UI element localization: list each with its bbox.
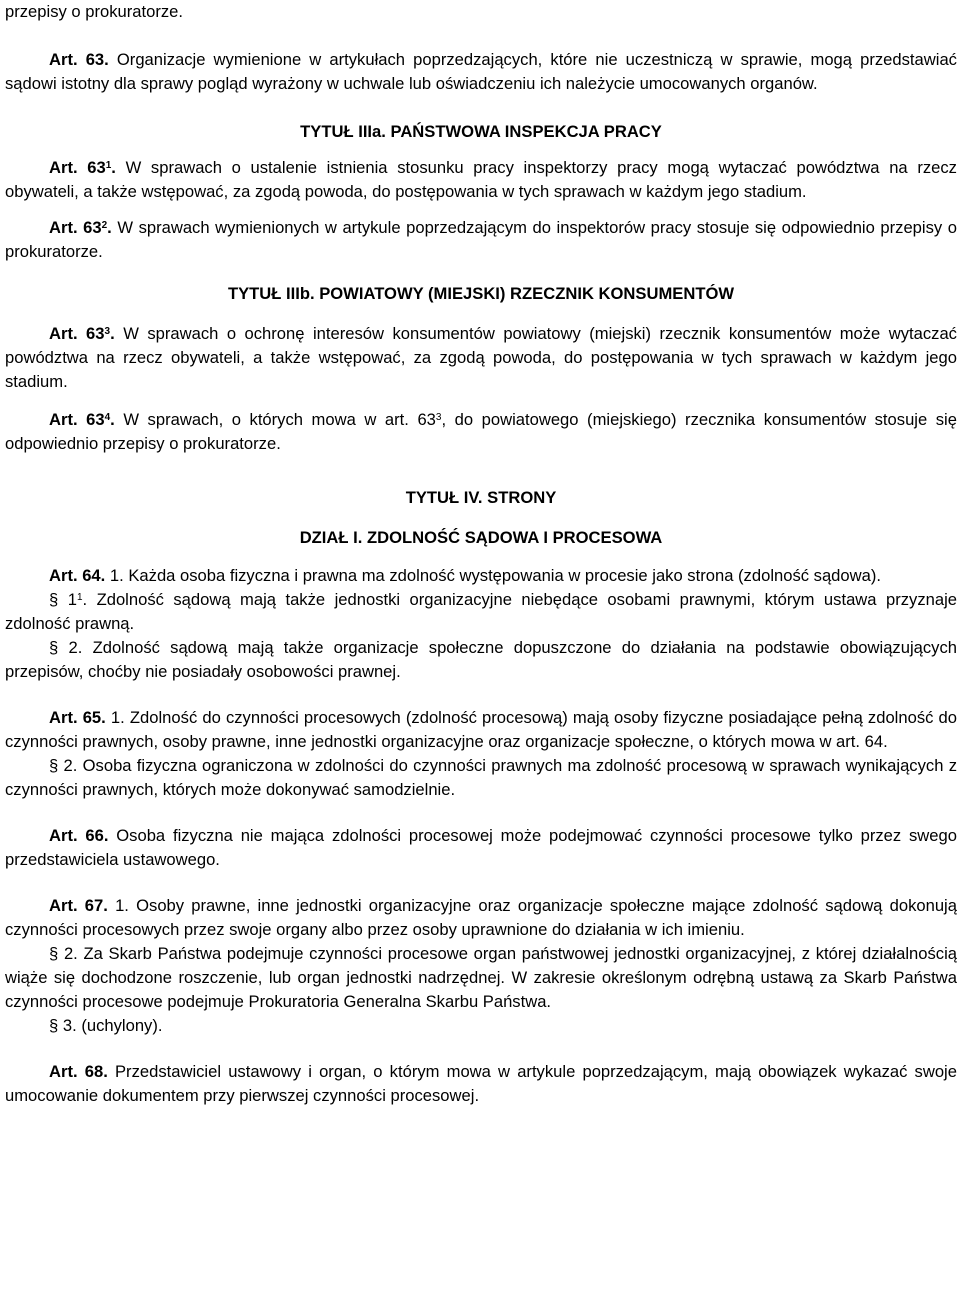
article-65-par-2 xyxy=(5,754,957,802)
paragraph-sign: § xyxy=(49,944,59,963)
paragraph-text: Za Skarb Państwa podejmuje czynności procesowe organ państwowej jednostki organizacyjnej, z której działalnością wiąże się dochodzone roszczenie, lub organ jednostki nadrzędnej. W zakresie określonym odrębną ustawą za Skarb Państwa czynności procesowe podejmuje Prokuratoria Generalna Skarbu Państwa. xyxy=(5,944,957,1011)
paragraph-number: 2. xyxy=(63,944,78,963)
article-67-par-1 xyxy=(5,894,957,942)
article-number: Art. 67. xyxy=(49,896,108,915)
paragraph-number: 2. xyxy=(68,638,83,657)
article-text: Przedstawiciel ustawowy i organ, o którym mowa w artykule poprzedzającym, mają obowiązek wykazać swoje umocowanie dokumentem przy pierwszej czynności procesowej. xyxy=(5,1062,957,1105)
paragraph-text: Osoba fizyczna ograniczona w zdolności do czynności prawnych ma zdolność procesową w sprawach wynikających z czynności prawnych, których może dokonywać samodzielnie. xyxy=(5,756,957,799)
article-text: W sprawach o ochronę interesów konsumentów powiatowy (miejski) rzecznik konsumentów może wytaczać powództwa na rzecz obywateli, a także wstępować, za zgodą powoda, do postępowania w tych sprawach w każdym jego stadium. xyxy=(5,324,957,391)
paragraph-sign: § xyxy=(49,590,59,609)
article-number: Art. 65. xyxy=(49,708,106,727)
article-text: Osoba fizyczna nie mająca zdolności procesowej może podejmować czynności procesowe tylko przez swego przedstawiciela ustawowego. xyxy=(5,826,957,869)
paragraph-number: 1. xyxy=(115,896,129,915)
paragraph-sign: § xyxy=(49,756,59,775)
lead-line: przepisy o prokuratorze. xyxy=(5,2,184,21)
article-66 xyxy=(5,824,957,872)
article-68 xyxy=(5,1060,957,1108)
article-number: Art. $63^1$. xyxy=(49,158,116,177)
article-63 xyxy=(5,48,957,96)
article-65-par-1 xyxy=(5,706,957,754)
paragraph-text: Zdolność sądową mają także jednostki organizacyjne niebędące osobami prawnymi, którym ustawa przyznaje zdolność prawną. xyxy=(5,590,957,633)
article-number: Art. $63^4$. xyxy=(49,410,115,429)
article-text: Organizacje wymienione w artykułach poprzedzających, które nie uczestniczą w sprawie, mogą przedstawiać sądowi istotny dla sprawy pogląd wyrażony w uchwale lub oświadczeniu ich należycie umocowanych organów. xyxy=(5,50,957,93)
article-64-par-2 xyxy=(5,636,957,684)
article-number: Art. 64. xyxy=(49,566,106,585)
article-number: Art. 63. xyxy=(49,50,109,69)
paragraph-number: 3. xyxy=(62,1016,77,1035)
paragraph-number: $1^1$. xyxy=(67,590,88,609)
article-63-1 xyxy=(5,156,957,204)
article-number: Art. 66. xyxy=(49,826,109,845)
paragraph-number: 1. xyxy=(109,566,124,585)
article-63-3 xyxy=(5,322,957,394)
paragraph-text: Zdolność do czynności procesowych (zdolność procesową) mają osoby fizyczne posiadające pełną zdolność do czynności prawnych, osoby prawne, inne jednostki organizacyjne oraz organizacje społeczne, o których mowa w art. 64. xyxy=(5,708,957,751)
article-64-par-1 xyxy=(5,564,957,588)
article-number: Art. $63^3$. xyxy=(49,324,115,343)
paragraph-sign: § xyxy=(49,638,59,657)
paragraph-sign: § xyxy=(49,1016,59,1035)
article-text: W sprawach wymienionych w artykule poprzedzającym do inspektorów pracy stosuje się odpowiednio przepisy o prokuratorze. xyxy=(5,218,957,261)
article-67-par-2 xyxy=(5,942,957,1014)
paragraph-text: Osoby prawne, inne jednostki organizacyjne oraz organizacje społeczne mające zdolność sądową dokonują czynności procesowych przez swoje organy albo przez osoby uprawnione do działania w ich imieniu. xyxy=(5,896,957,939)
article-63-4 xyxy=(5,408,957,456)
paragraph-number: 2. xyxy=(63,756,78,775)
article-64-par-1-1 xyxy=(5,588,957,636)
article-text: W sprawach, o których mowa w art. $63^3$, do powiatowego (miejskiego) rzecznika konsumentów stosuje się odpowiednio przepisy o prokuratorze. xyxy=(5,410,957,453)
paragraph-text: (uchylony). xyxy=(81,1016,163,1035)
article-67-par-3 xyxy=(5,1014,957,1038)
dzial-1-heading: DZIAŁ I. ZDOLNOŚĆ SĄDOWA I PROCESOWA xyxy=(299,528,663,547)
title-4-heading: TYTUŁ IV. STRONY xyxy=(405,488,557,507)
title-3b-heading: TYTUŁ IIIb. POWIATOWY (MIEJSKI) RZECZNIK KONSUMENTÓW xyxy=(227,284,735,303)
paragraph-number: 1. xyxy=(110,708,125,727)
paragraph-text: Każda osoba fizyczna i prawna ma zdolność występowania w procesie jako strona (zdolność sądowa). xyxy=(128,566,881,585)
article-text: W sprawach o ustalenie istnienia stosunku pracy inspektorzy pracy mogą wytaczać powództwa na rzecz obywateli, a także wstępować, za zgodą powoda, do postępowania w tych sprawach w każdym jego stadium. xyxy=(5,158,957,201)
article-number: Art. $63^2$. xyxy=(49,218,112,237)
title-3a-heading: TYTUŁ IIIa. PAŃSTWOWA INSPEKCJA PRACY xyxy=(300,122,662,141)
article-number: Art. 68. xyxy=(49,1062,108,1081)
article-63-2 xyxy=(5,216,957,264)
paragraph-text: Zdolność sądową mają także organizacje społeczne dopuszczone do działania na podstawie obowiązujących przepisów, choćby nie posiadały osobowości prawnej. xyxy=(5,638,957,681)
document-page xyxy=(5,0,957,1108)
